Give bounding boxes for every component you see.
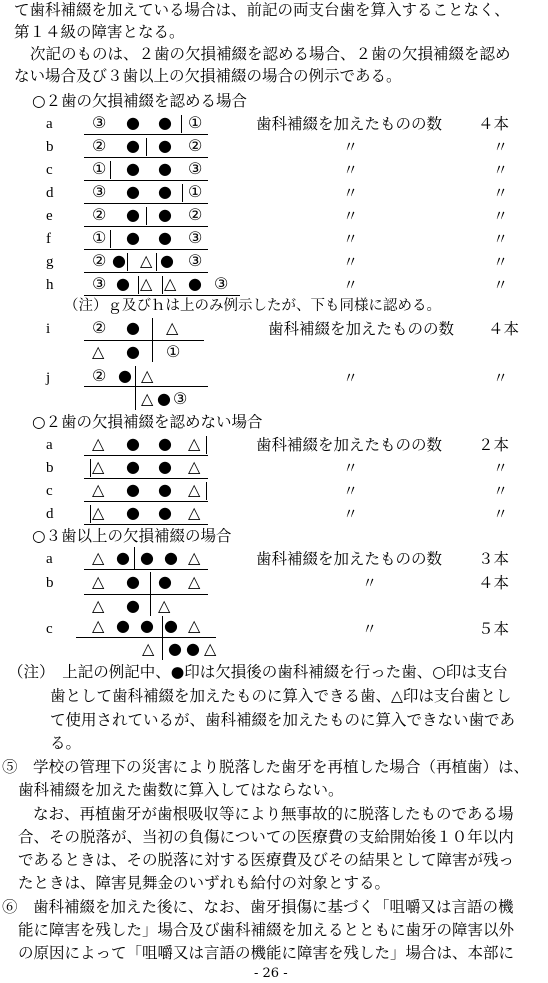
tooth-mark: ● bbox=[164, 616, 178, 635]
ditto-mark: 〃 bbox=[493, 207, 509, 225]
row-label: b bbox=[46, 460, 54, 476]
tooth-mark: ① bbox=[188, 182, 203, 201]
footnote-line: て使用されているが、歯科補綴を加えたものに算入できない歯であ bbox=[50, 711, 516, 729]
tooth-mark: ③ bbox=[214, 274, 229, 293]
item6-line: の原因によって「咀嚼又は言語の機能に障害を残した」場合は、本部に bbox=[18, 944, 515, 962]
tooth-mark: △ bbox=[140, 251, 153, 270]
midline bbox=[206, 482, 207, 500]
occlusal-line bbox=[84, 478, 208, 479]
tooth-mark: ● bbox=[140, 616, 154, 635]
footnote-line: 歯として歯科補綴を加えたものに算入できる歯、△印は支台歯とし bbox=[50, 687, 512, 705]
tooth-mark: ● bbox=[188, 274, 202, 293]
row-caption: 歯科補綴を加えたものの数 bbox=[256, 436, 443, 454]
occlusal-line bbox=[84, 134, 208, 135]
row-caption: 歯科補綴を加えたものの数 bbox=[256, 550, 443, 568]
tooth-mark: ● bbox=[126, 342, 140, 361]
tooth-mark: △ bbox=[158, 596, 171, 615]
tooth-mark: △ bbox=[164, 274, 177, 293]
ditto-mark: 〃 bbox=[493, 459, 509, 477]
section-title: ○２歯の欠損補綴を認める場合 bbox=[32, 92, 248, 110]
midline bbox=[90, 505, 91, 523]
midline bbox=[127, 253, 128, 271]
occlusal-line bbox=[84, 501, 208, 502]
tooth-mark: ● bbox=[116, 274, 130, 293]
occlusal-line bbox=[76, 637, 216, 638]
row-label: i bbox=[46, 321, 51, 337]
tooth-mark: ● bbox=[164, 548, 178, 567]
tooth-mark: ● bbox=[126, 457, 140, 476]
tooth-mark: ● bbox=[126, 434, 140, 453]
row-label: a bbox=[46, 116, 53, 132]
midline bbox=[162, 616, 163, 660]
ditto-mark: 〃 bbox=[493, 253, 509, 271]
row-caption: 歯科補綴を加えたものの数 bbox=[268, 320, 455, 338]
tooth-mark: ● bbox=[157, 389, 171, 408]
paragraph-line: 次記のものは、２歯の欠損補綴を認める場合、２歯の欠損補綴を認め bbox=[30, 45, 511, 63]
midline bbox=[182, 184, 183, 202]
tooth-mark: ③ bbox=[188, 159, 203, 178]
item5-line: ⑤ 学校の管理下の災害により脱落した歯牙を再植した場合（再植歯）は、 bbox=[2, 758, 530, 776]
midline bbox=[156, 253, 157, 271]
tooth-mark: ● bbox=[126, 572, 140, 591]
tooth-mark: △ bbox=[92, 548, 105, 567]
occlusal-line bbox=[84, 386, 208, 387]
tooth-mark: ● bbox=[160, 251, 174, 270]
midline bbox=[146, 207, 147, 225]
tooth-mark: ① bbox=[166, 342, 181, 361]
tooth-mark: △ bbox=[92, 503, 105, 522]
occlusal-line bbox=[84, 455, 208, 456]
row-label: c bbox=[46, 483, 53, 499]
ditto-mark: 〃 bbox=[343, 253, 359, 271]
occlusal-line bbox=[84, 340, 204, 341]
tooth-mark: △ bbox=[188, 434, 201, 453]
ditto-mark: 〃 bbox=[493, 369, 509, 387]
occlusal-line bbox=[84, 272, 208, 273]
tooth-mark: ● bbox=[126, 205, 140, 224]
row-label: b bbox=[46, 139, 54, 155]
tooth-mark: △ bbox=[92, 434, 105, 453]
tooth-mark: △ bbox=[92, 616, 105, 635]
tooth-mark: ② bbox=[92, 205, 107, 224]
ditto-mark: 〃 bbox=[493, 161, 509, 179]
occlusal-line bbox=[84, 524, 208, 525]
midline bbox=[135, 366, 136, 410]
tooth-mark: △ bbox=[92, 480, 105, 499]
tooth-mark: ● bbox=[158, 480, 172, 499]
tooth-mark: ● bbox=[158, 228, 172, 247]
tooth-mark: ● bbox=[158, 113, 172, 132]
ditto-mark: 〃 bbox=[343, 230, 359, 248]
ditto-mark: 〃 bbox=[493, 230, 509, 248]
tooth-mark: ● bbox=[126, 503, 140, 522]
ditto-mark: 〃 bbox=[493, 505, 509, 523]
tooth-mark: △ bbox=[188, 616, 201, 635]
midline bbox=[181, 115, 182, 133]
tooth-mark: △ bbox=[92, 596, 105, 615]
row-label: b bbox=[46, 575, 54, 591]
row-count: ４本 bbox=[478, 115, 510, 133]
section-title: ○３歯以上の欠損補綴の場合 bbox=[32, 527, 232, 545]
row-count: ２本 bbox=[478, 436, 510, 454]
occlusal-line bbox=[84, 157, 208, 158]
occlusal-line bbox=[84, 180, 208, 181]
row-label: c bbox=[46, 162, 53, 178]
tooth-mark: ● bbox=[126, 159, 140, 178]
row-caption: 歯科補綴を加えたものの数 bbox=[256, 115, 443, 133]
tooth-mark: ● bbox=[158, 205, 172, 224]
ditto-mark: 〃 bbox=[493, 138, 509, 156]
tooth-mark: ③ bbox=[92, 182, 107, 201]
ditto-mark: 〃 bbox=[343, 459, 359, 477]
tooth-mark: △ bbox=[142, 639, 155, 658]
row-count: ４本 bbox=[478, 574, 510, 592]
ditto-mark: 〃 bbox=[343, 482, 359, 500]
ditto-mark: 〃 bbox=[343, 369, 359, 387]
tooth-mark: △ bbox=[188, 457, 201, 476]
row-label: g bbox=[46, 254, 54, 270]
midline bbox=[206, 436, 207, 454]
ditto-mark: 〃 bbox=[362, 574, 378, 592]
paragraph-line: 第１４級の障害となる。 bbox=[14, 23, 185, 41]
ditto-mark: 〃 bbox=[343, 184, 359, 202]
ditto-mark: 〃 bbox=[343, 138, 359, 156]
item6-line: ⑥ 歯科補綴を加えた後に、なお、歯牙損傷に基づく「咀嚼又は言語の機 bbox=[2, 898, 514, 916]
tooth-mark: △ bbox=[188, 572, 201, 591]
tooth-mark: △ bbox=[92, 457, 105, 476]
midline bbox=[150, 572, 151, 616]
occlusal-line bbox=[84, 594, 208, 595]
paragraph-line: ない場合及び３歯以上の欠損補綴の場合の例示である。 bbox=[14, 67, 402, 85]
tooth-mark: ② bbox=[188, 205, 203, 224]
ditto-mark: 〃 bbox=[493, 276, 509, 294]
row-count: ４本 bbox=[488, 320, 520, 338]
midline bbox=[152, 318, 153, 362]
tooth-mark: ③ bbox=[173, 389, 188, 408]
tooth-mark: ● bbox=[126, 596, 140, 615]
tooth-mark: △ bbox=[204, 639, 217, 658]
tooth-mark: ● bbox=[158, 159, 172, 178]
tooth-mark: ● bbox=[116, 548, 130, 567]
tooth-mark: ● bbox=[158, 503, 172, 522]
footnote-line: る。 bbox=[50, 734, 82, 752]
tooth-mark: ② bbox=[92, 366, 107, 385]
tooth-mark: ● bbox=[112, 251, 126, 270]
tooth-mark: △ bbox=[166, 318, 179, 337]
ditto-mark: 〃 bbox=[343, 276, 359, 294]
tooth-mark: ● bbox=[126, 136, 140, 155]
tooth-mark: ③ bbox=[92, 274, 107, 293]
tooth-mark: ① bbox=[92, 228, 107, 247]
row-label: h bbox=[46, 277, 54, 293]
tooth-mark: ② bbox=[92, 136, 107, 155]
tooth-mark: ③ bbox=[92, 113, 107, 132]
midline bbox=[90, 459, 91, 477]
tooth-mark: △ bbox=[141, 389, 154, 408]
ditto-mark: 〃 bbox=[493, 482, 509, 500]
tooth-mark: △ bbox=[188, 480, 201, 499]
tooth-mark: ① bbox=[188, 113, 203, 132]
ditto-mark: 〃 bbox=[343, 207, 359, 225]
page-number: - 26 - bbox=[254, 966, 288, 981]
midline bbox=[110, 230, 111, 248]
tooth-mark: ② bbox=[188, 136, 203, 155]
row-label: d bbox=[46, 506, 54, 522]
tooth-mark: △ bbox=[92, 342, 105, 361]
tooth-mark: ● bbox=[126, 480, 140, 499]
row-label: f bbox=[46, 231, 51, 247]
tooth-mark: ● bbox=[126, 113, 140, 132]
row-label: e bbox=[46, 208, 53, 224]
occlusal-line bbox=[84, 226, 208, 227]
tooth-mark: △ bbox=[141, 366, 154, 385]
tooth-mark: △ bbox=[188, 548, 201, 567]
tooth-mark: △ bbox=[92, 572, 105, 591]
tooth-mark: ② bbox=[92, 251, 107, 270]
tooth-mark: △ bbox=[188, 503, 201, 522]
tooth-mark: ③ bbox=[188, 228, 203, 247]
row-label: j bbox=[46, 370, 51, 386]
item5-line: 合、その脱落が、当初の負傷についての医療費の支給開始後１０年以内 bbox=[18, 828, 514, 846]
section-title: ○２歯の欠損補綴を認めない場合 bbox=[32, 413, 263, 431]
ditto-mark: 〃 bbox=[343, 161, 359, 179]
tooth-mark: ● bbox=[158, 182, 172, 201]
midline bbox=[146, 138, 147, 156]
occlusal-line bbox=[84, 203, 208, 204]
row-count: ５本 bbox=[478, 620, 510, 638]
item5-line: 歯科補綴を加えた歯数に算入してはならない。 bbox=[18, 781, 344, 799]
tooth-mark: ● bbox=[158, 434, 172, 453]
tooth-mark: ● bbox=[118, 366, 132, 385]
tooth-mark: ● bbox=[158, 457, 172, 476]
tooth-mark: ● bbox=[140, 548, 154, 567]
tooth-mark: ① bbox=[92, 159, 107, 178]
paragraph-line: て歯科補綴を加えている場合は、前記の両支台歯を算入することなく、 bbox=[14, 1, 510, 19]
footnote-line: （注） 上記の例記中、●印は欠損後の歯科補綴を行った歯、○印は支台 bbox=[8, 663, 508, 681]
tooth-mark: ● bbox=[186, 639, 200, 658]
midline bbox=[162, 276, 163, 294]
tooth-mark: ● bbox=[126, 228, 140, 247]
tooth-mark: ● bbox=[116, 616, 130, 635]
item5-line: であるときは、その脱落に対する医療費及びその結果として障害が残っ bbox=[18, 851, 515, 869]
tooth-mark: ● bbox=[158, 572, 172, 591]
tooth-mark: ● bbox=[126, 318, 140, 337]
row-label: a bbox=[46, 551, 53, 567]
row-label: d bbox=[46, 185, 54, 201]
tooth-mark: ② bbox=[92, 318, 107, 337]
tooth-mark: ③ bbox=[188, 251, 203, 270]
midline bbox=[110, 161, 111, 179]
tooth-mark: ● bbox=[158, 136, 172, 155]
note: （注）ｇ及びｈは上のみ例示したが、下も同様に認める。 bbox=[64, 298, 441, 314]
item5-line: なお、再植歯牙が歯根吸収等により無事故的に脱落したものである場 bbox=[33, 805, 514, 823]
ditto-mark: 〃 bbox=[493, 184, 509, 202]
ditto-mark: 〃 bbox=[362, 620, 378, 638]
tooth-mark: △ bbox=[140, 274, 153, 293]
midline bbox=[134, 547, 135, 569]
item5-line: たときは、障害見舞金のいずれも給付の対象とする。 bbox=[18, 874, 391, 892]
ditto-mark: 〃 bbox=[343, 505, 359, 523]
occlusal-line bbox=[84, 569, 208, 570]
item6-line: 能に障害を残した」場合及び歯科補綴を加えるとともに歯牙の障害以外 bbox=[18, 921, 515, 939]
tooth-mark: ● bbox=[126, 182, 140, 201]
occlusal-line bbox=[84, 249, 208, 250]
tooth-mark: ● bbox=[168, 639, 182, 658]
row-label: c bbox=[46, 621, 53, 637]
midline bbox=[138, 276, 139, 294]
row-label: a bbox=[46, 437, 53, 453]
row-count: ３本 bbox=[478, 550, 510, 568]
